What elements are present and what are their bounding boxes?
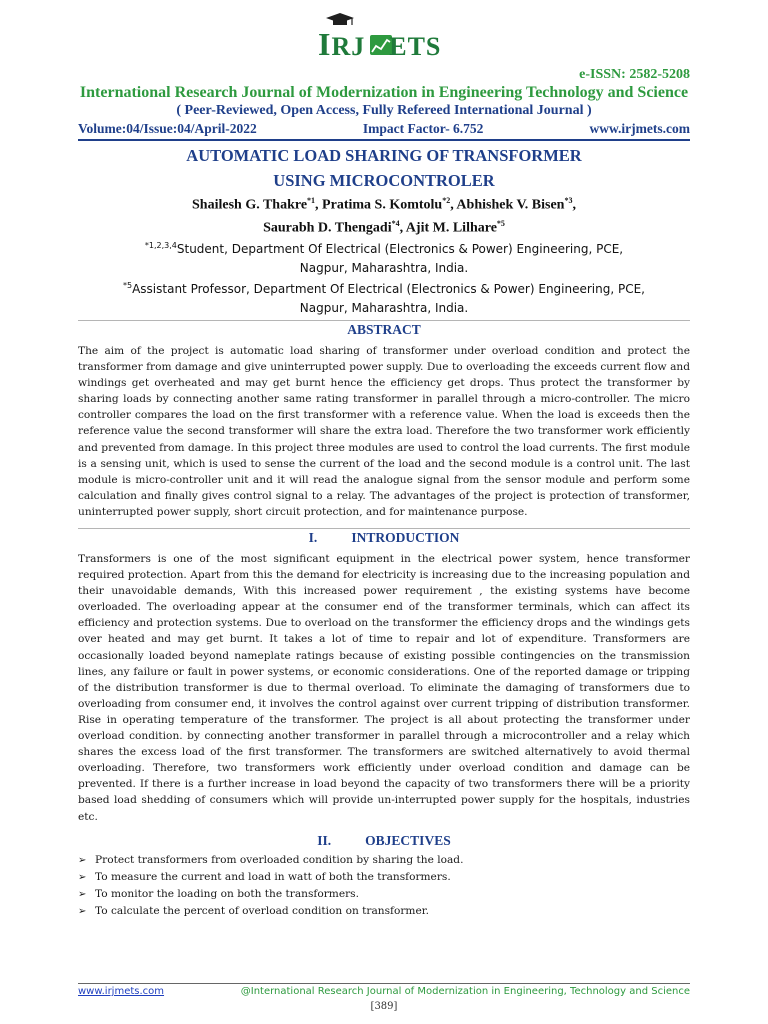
introduction-number: I.: [308, 530, 318, 545]
abstract-top-rule: [78, 320, 690, 321]
eissn-label: e-ISSN: 2582-5208: [579, 67, 690, 82]
footer-website-link[interactable]: www.irjmets.com: [78, 986, 165, 997]
arrow-bullet-icon: ➢: [78, 889, 87, 900]
objective-text: To measure the current and load in watt of both the transformers.: [95, 871, 451, 883]
arrow-bullet-icon: ➢: [78, 855, 87, 866]
author-4: Saurabh D. Thengadi: [263, 220, 392, 236]
header-divider: [78, 139, 690, 141]
affiliation-1-text: Student, Department Of Electrical (Electronics & Power) Engineering, PCE,: [176, 242, 624, 256]
author-5-sup: *5: [496, 219, 505, 228]
logo-letter-i: I: [318, 26, 332, 62]
objectives-list: [78, 852, 690, 920]
objective-text: To monitor the loading on both the transformers.: [95, 888, 359, 900]
list-item: [78, 852, 690, 869]
objective-text: Protect transformers from overloaded condition by sharing the load.: [95, 854, 464, 866]
author-1-sup: *1: [307, 196, 316, 205]
authors-line2: [0, 219, 768, 237]
journal-title: International Research Journal of Modernization in Engineering Technology and Science: [79, 84, 689, 101]
abstract-text: The aim of the project is automatic load sharing of transformer under overload condition and protect the transformer from damage and give uninterrupted power supply. Due to overloading the exceeds current flow and windings get overheated and may get burnt hence the efficiency get drops. Thus protect the transformer by sharing loads by connecting another same rating transformer in parallel through a micro-controller. The micro controller compares the load on the first transformer with a reference value. When the load is exceeds then the reference value the second transformer will share the extra load. Therefore the two transformer work efficiently and prevented from damage. In this project three modules are used to control the load currents. The first module is a sensing unit, which is used to sense the current of the load and the second module is a control unit. The last module is micro-controller unit and it will read the analogue signal from the sensor module and perform some calculation and finally gives control signal to a relay. The advantages of the project is protection of transformer, uninterrupted power supply, short circuit protection, and for maintenance purpose.: [78, 345, 690, 518]
logo-wordmark: [318, 26, 441, 63]
logo-text-ets: ETS: [389, 32, 442, 61]
logo-text-rj: RJ: [331, 32, 366, 61]
page-number: [389]: [370, 1001, 398, 1012]
affiliation-2-sup: *5: [123, 281, 133, 290]
footer-divider: [78, 983, 690, 984]
objectives-heading: [0, 833, 768, 849]
arrow-bullet-icon: ➢: [78, 872, 87, 883]
affiliation-1-line1: [0, 241, 768, 256]
affiliation-1-sup: *1,2,3,4: [144, 241, 177, 250]
objective-text: To calculate the percent of overload condition on transformer.: [95, 905, 429, 917]
list-item: [78, 903, 690, 920]
objectives-title: OBJECTIVES: [365, 833, 451, 848]
impact-factor: Impact Factor- 6.752: [362, 121, 484, 136]
introduction-heading: [0, 530, 768, 546]
author-5: , Ajit M. Lilhare: [399, 220, 497, 236]
paper-title-line1: AUTOMATIC LOAD SHARING OF TRANSFORMER: [186, 146, 582, 165]
introduction-title: INTRODUCTION: [351, 530, 460, 545]
footer-copyright: @International Research Journal of Modernization in Engineering, Technology and Science: [240, 986, 690, 997]
introduction-text: Transformers is one of the most significant equipment in the electrical power system, hence transformer required protection. Apart from this the demand for electricity is increasing due to the increasing population and their unavoidable demands, With this increased power requirement , the existing systems have become overloaded. The overloading appear at the consumer end of the transformer terminals, which can affect its efficiency and protection systems. Due to overload on the transformer the efficiency drops and the windings gets over heated and may get burnt. It takes a lot of time to repair and lot of expenditure. Transformers are occasionally loaded beyond nameplate ratings because of existing possible contingencies on the transmission lines, any failure or fault in power systems, or economic considerations. One of the reported damage or tripping of the distribution transformer is due to thermal overload. To eliminate the damaging of transformers due to overloading from consumer end, it involves the control against over current tripping of distribution transformer. Rise in operating temperature of the transformer. The project is all about protecting the transformer under overload condition. by connecting another transformer in parallel through a microcontroller and a relay which shares the excess load of the first transformer. The transformers are switched alternatively to avoid thermal overloading. Therefore, two transformers work efficiently under overload condition and damage can be prevented. If there is a further increase in load beyond the capacity of two transformers there will be a priority based load shedding of consumers which will provide un-interrupted power supply for the hospitals, industries etc.: [78, 553, 690, 823]
journal-website: www.irjmets.com: [589, 121, 690, 136]
author-4-sup: *4: [391, 219, 400, 228]
author-2: , Pratima S. Komtolu: [315, 197, 443, 213]
affiliation-1-line2: Nagpur, Maharashtra, India.: [299, 261, 469, 275]
author-2-sup: *2: [442, 196, 451, 205]
author-1: Shailesh G. Thakre: [192, 197, 308, 213]
authors-line1-tail: ,: [572, 197, 576, 213]
list-item: [78, 886, 690, 903]
volume-issue: Volume:04/Issue:04/April-2022: [78, 121, 257, 136]
affiliation-2-line2: Nagpur, Maharashtra, India.: [299, 301, 469, 315]
author-3: , Abhishek V. Bisen: [450, 197, 565, 213]
abstract-heading: ABSTRACT: [347, 322, 421, 337]
affiliation-2-text: Assistant Professor, Department Of Electrical (Electronics & Power) Engineering, PCE,: [132, 282, 645, 296]
issue-info-row: [78, 121, 690, 137]
author-3-sup: *3: [564, 196, 573, 205]
arrow-bullet-icon: ➢: [78, 906, 87, 917]
introduction-top-rule: [78, 528, 690, 529]
objectives-number: II.: [317, 833, 332, 848]
peer-review-line: ( Peer-Reviewed, Open Access, Fully Refereed International Journal ): [176, 103, 592, 118]
paper-title-line2: USING MICROCONTROLER: [273, 171, 495, 190]
journal-logo: [318, 12, 458, 62]
list-item: [78, 869, 690, 886]
affiliation-2-line1: [0, 281, 768, 296]
authors-line1: [0, 196, 768, 214]
